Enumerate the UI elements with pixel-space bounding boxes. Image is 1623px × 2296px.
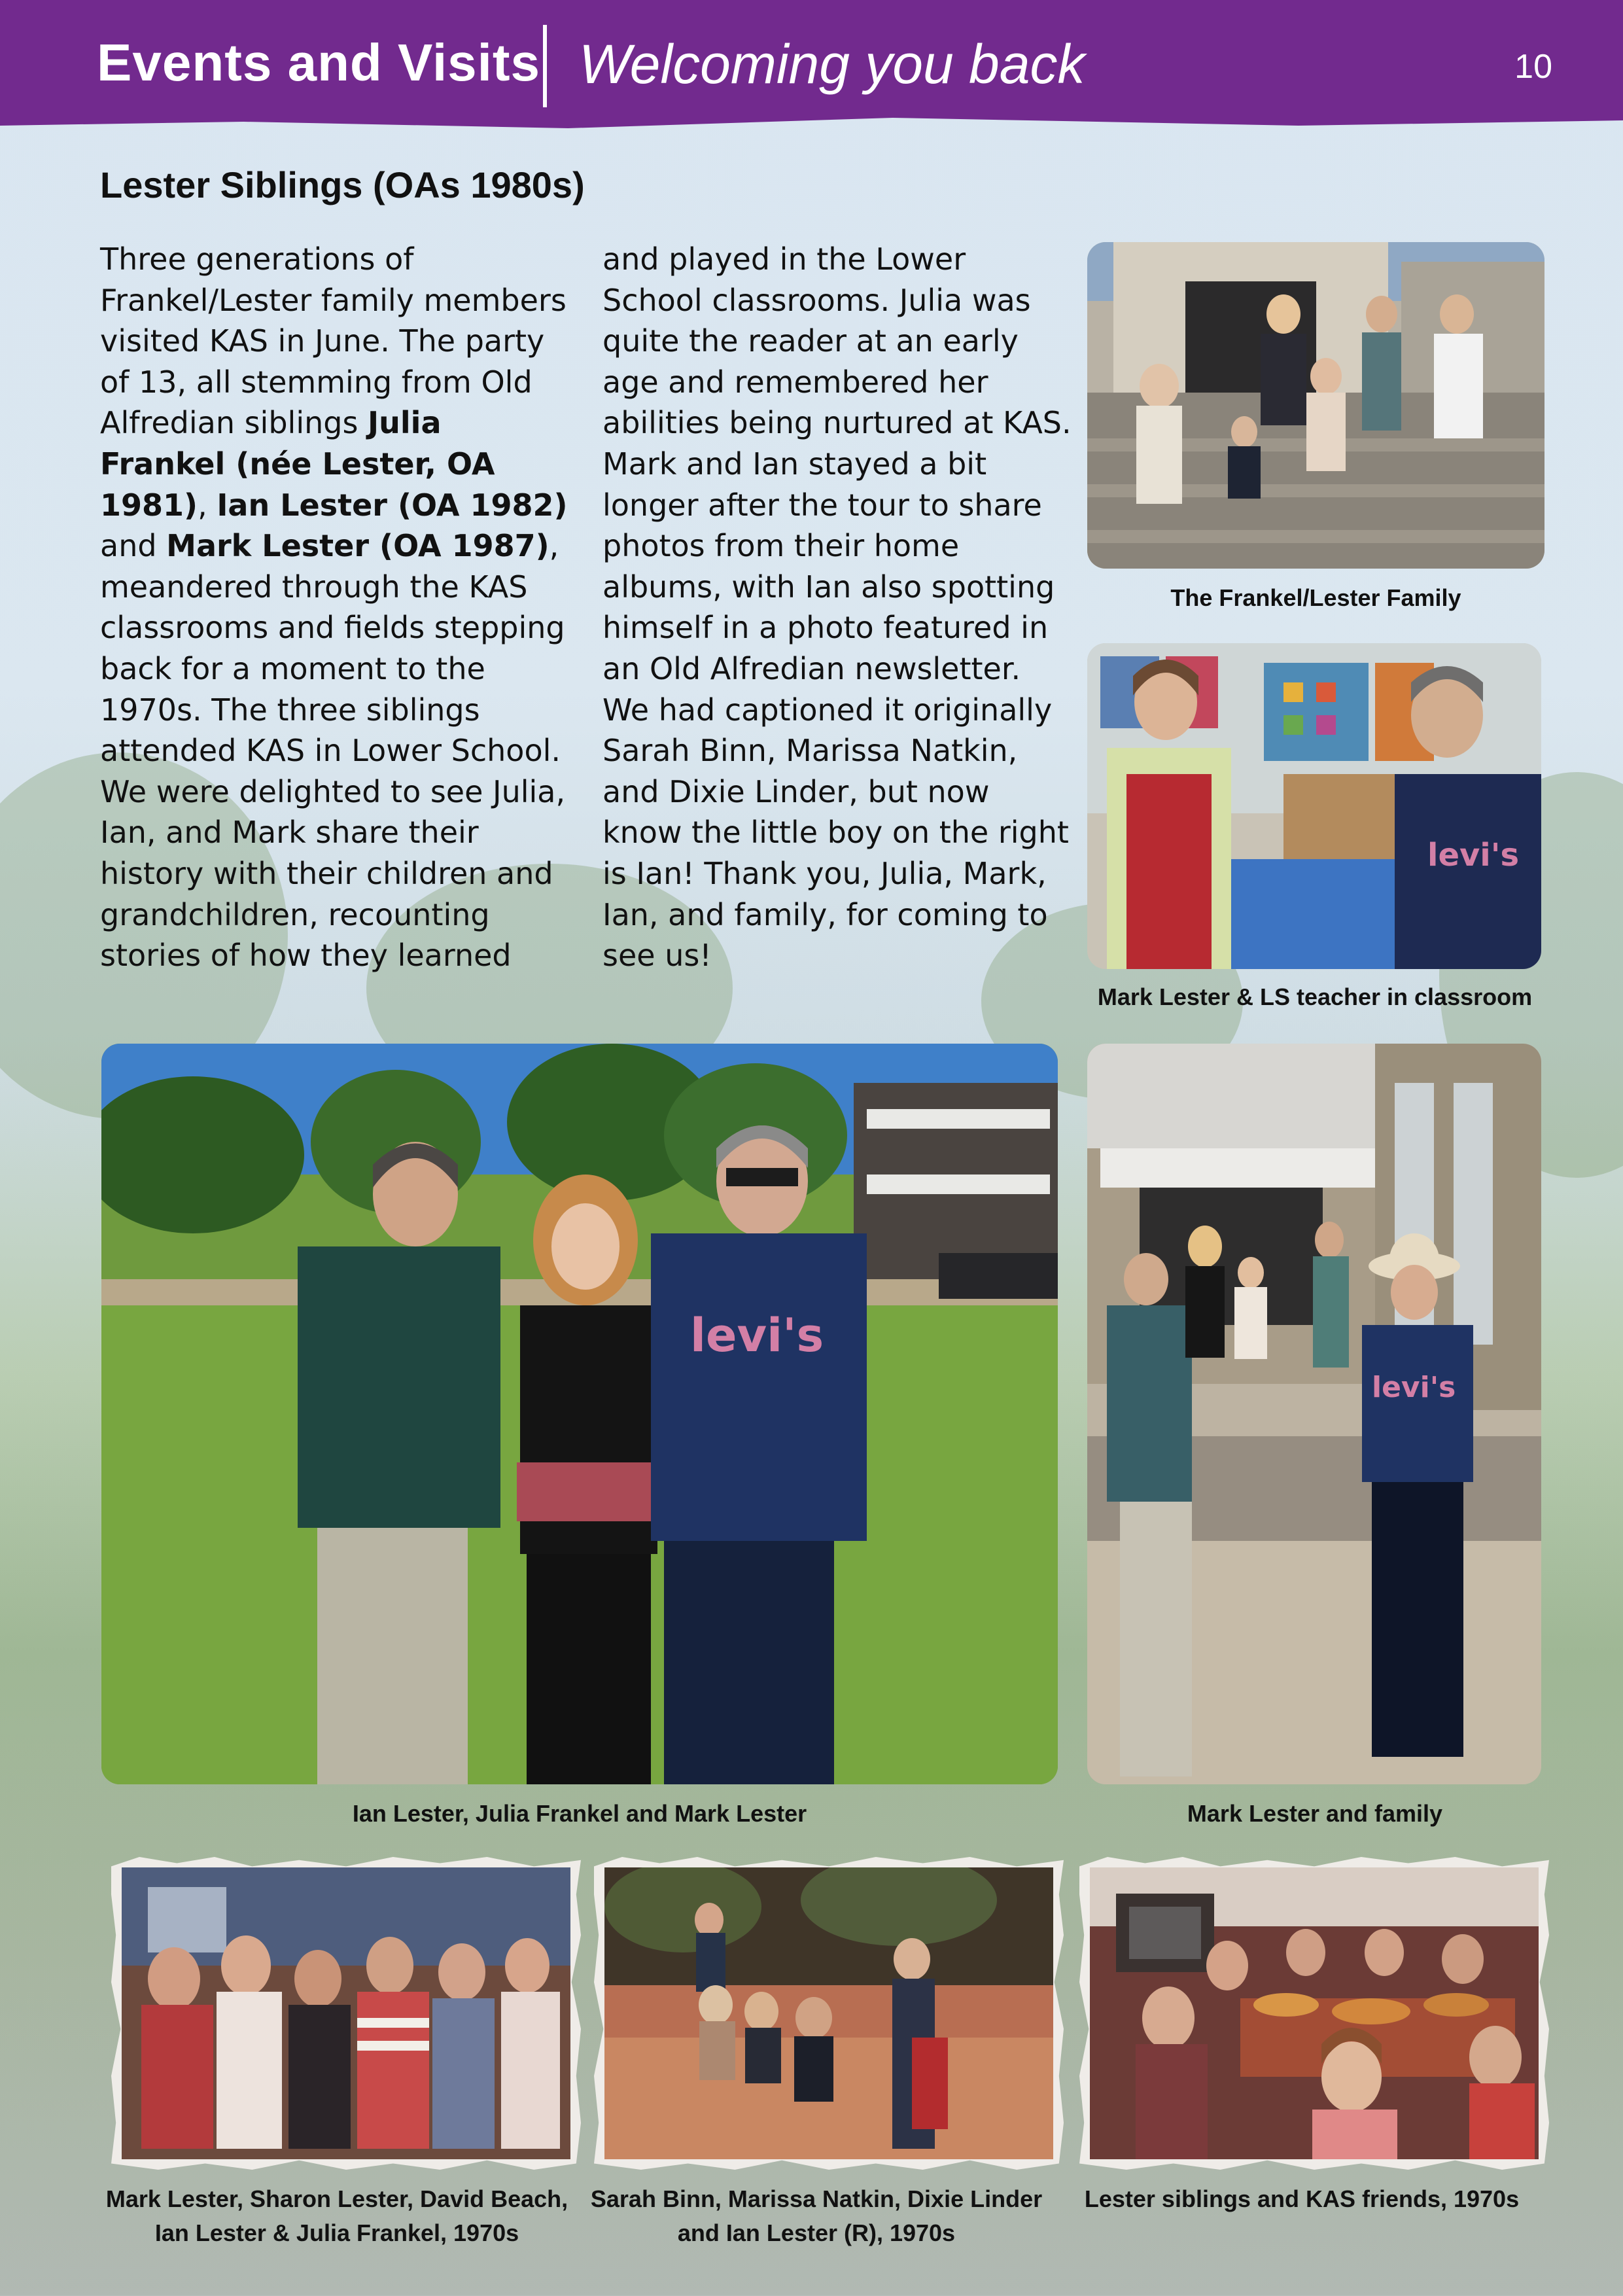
caption-trio: Ian Lester, Julia Frankel and Mark Lester: [352, 1800, 807, 1827]
caption-old-3: Lester siblings and KAS friends, 1970s: [1084, 2185, 1520, 2212]
section-title: Events and Visits: [97, 33, 541, 92]
article-name-mark: Mark Lester (OA 1987): [166, 528, 550, 564]
photo-classroom: [1087, 643, 1541, 969]
svg-text:levi's: levi's: [690, 1309, 824, 1362]
article-column-1: [100, 239, 571, 976]
article-name-julia: Julia Frankel (née Lester, OA 1981): [100, 405, 495, 523]
section-subtitle: Welcoming you back: [579, 33, 1085, 95]
caption-old-2: Sarah Binn, Marissa Natkin, Dixie Linder and Ian Lester (R), 1970s: [590, 2185, 1043, 2246]
caption-classroom: Mark Lester & LS teacher in classroom: [1097, 983, 1533, 1010]
article-text: Three generations of Frankel/Lester family members visited KAS in June. The party of 13, all stemming from Old Alfredian siblings: [100, 241, 567, 441]
photo-old-1970s-party: [1079, 1857, 1549, 2170]
article-text: and: [100, 528, 167, 564]
article-text: ,: [198, 487, 217, 523]
page-number: 10: [1514, 48, 1552, 86]
svg-text:levi's: levi's: [1427, 837, 1520, 874]
svg-text:levi's: levi's: [1372, 1371, 1456, 1404]
article-name-ian: Ian Lester (OA 1982): [217, 487, 568, 523]
photo-trio-on-field: [101, 1044, 1058, 1784]
article-text: , meandered through the KAS classrooms and fields stepping back for a moment to the 1970s. The three siblings attended KAS in Lower School. We were delighted to see Julia, Ian, and Mark share their history with their children and grandchildren, recounting stories of how they learned: [100, 528, 566, 974]
photo-old-1970s-group: [111, 1857, 581, 2170]
article-column-2: and played in the Lower School classrooms. Julia was quite the reader at an early age and remembered her abilities being nurtured at KAS. Mark and Ian stayed a bit longer after the tour to share photos from their home albums, with Ian also spotting himself in a photo featured in an Old Alfredian newsletter. We had captioned it originally Sarah Binn, Marissa Natkin, and Dixie Linder, but now know the little boy on the right is Ian! Thank you, Julia, Mark, Ian, and family, for coming to see us!: [602, 241, 1072, 974]
photo-old-1970s-sandpit: [594, 1857, 1064, 2170]
article-title: Lester Siblings (OAs 1980s): [100, 164, 585, 205]
caption-family: The Frankel/Lester Family: [1170, 584, 1461, 611]
photo-family-on-steps: [1087, 242, 1544, 569]
caption-mark-family: Mark Lester and family: [1187, 1800, 1443, 1827]
header-divider: [543, 25, 547, 107]
photo-mark-and-family: [1087, 1044, 1541, 1784]
caption-old-1: Mark Lester, Sharon Lester, David Beach, Ian Lester & Julia Frankel, 1970s: [105, 2185, 568, 2246]
